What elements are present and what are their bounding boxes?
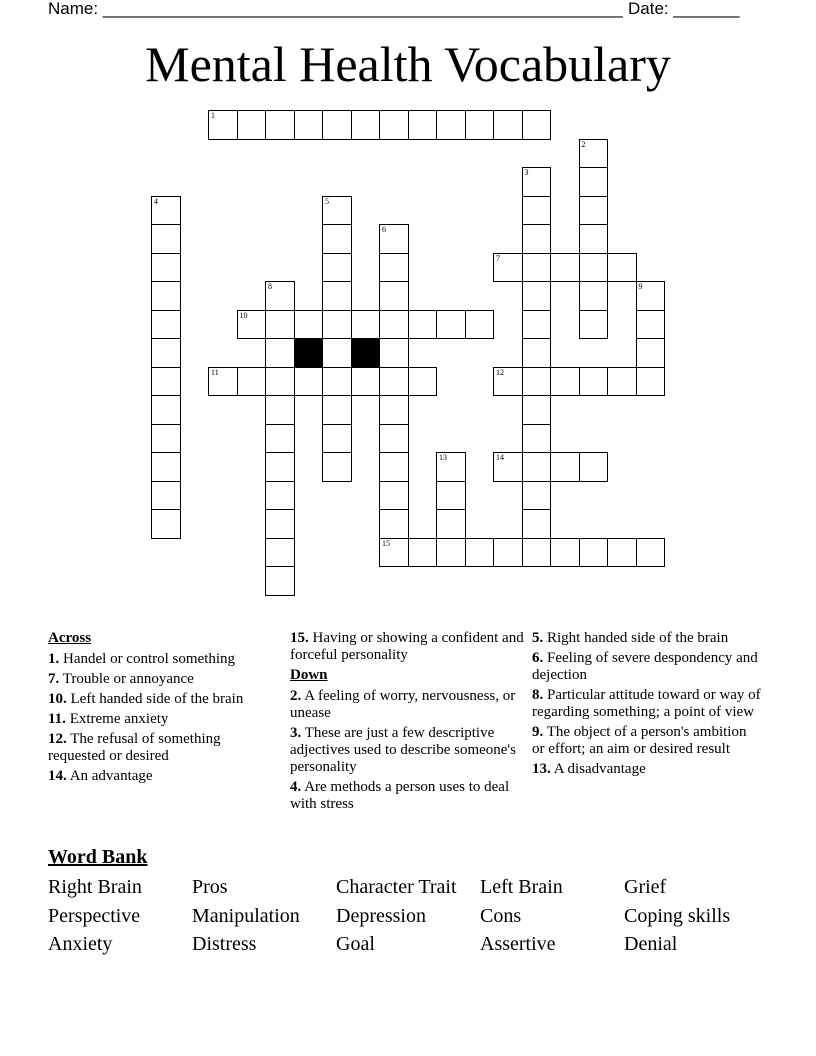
clue-number: 1 (211, 111, 215, 120)
word-bank-item: Character Trait (336, 876, 457, 898)
grid-cell[interactable] (351, 110, 381, 140)
grid-cell[interactable] (550, 538, 580, 568)
clue-number: 7 (496, 253, 500, 263)
grid-cell[interactable] (379, 424, 409, 454)
grid-cell[interactable] (579, 253, 609, 283)
grid-cell[interactable] (579, 281, 609, 311)
word-bank-item: Grief (624, 876, 667, 898)
grid-cell[interactable] (465, 538, 495, 568)
word-bank-item: Depression (336, 904, 426, 927)
across-heading: Across (48, 630, 92, 646)
grid-cell[interactable] (579, 310, 609, 340)
grid-cell[interactable] (265, 452, 295, 482)
clue-across-12: 12. The refusal of something requested or desired (48, 731, 221, 764)
grid-cell[interactable] (550, 253, 580, 283)
grid-cell[interactable] (436, 452, 466, 482)
grid-cell[interactable] (522, 452, 552, 482)
grid-cell[interactable] (493, 367, 523, 397)
grid-cell[interactable] (265, 395, 295, 425)
grid-cell[interactable] (379, 338, 409, 368)
grid-cell[interactable] (579, 139, 609, 169)
clue-number: 3 (524, 168, 529, 177)
grid-cell[interactable] (151, 367, 181, 397)
grid-cell[interactable] (522, 253, 552, 283)
word-bank-heading: Word Bank (48, 846, 148, 868)
grid-cell[interactable] (322, 424, 352, 454)
grid-cell[interactable] (379, 509, 409, 539)
grid-cell[interactable] (408, 538, 438, 568)
clue-number: 6 (382, 225, 386, 234)
word-bank-item: Right Brain (48, 876, 142, 898)
word-bank-item: Left Brain (480, 876, 563, 898)
grid-cell[interactable] (436, 310, 466, 340)
grid-cell[interactable] (579, 167, 609, 197)
grid-cell[interactable] (607, 253, 637, 283)
clue-across-15: 15. Having or showing a confident and forceful personality (290, 630, 524, 663)
grid-cell[interactable] (265, 281, 295, 311)
grid-cell[interactable] (351, 310, 381, 340)
grid-cell[interactable] (522, 538, 552, 568)
grid-cell[interactable] (379, 110, 409, 140)
clue-down-3: 3. These are just a few descriptive adjectives used to describe someone's personality (290, 725, 516, 775)
grid-cell[interactable] (294, 110, 324, 140)
grid-cell[interactable] (237, 367, 267, 397)
clue-number: 10 (239, 310, 248, 320)
grid-cell[interactable] (151, 481, 181, 511)
grid-cell[interactable] (265, 481, 295, 511)
grid-cell[interactable] (294, 310, 324, 340)
clue-number: 11 (211, 367, 219, 377)
clues-column-1 (48, 630, 273, 788)
clue-number: 8 (268, 282, 272, 291)
grid-cell[interactable] (579, 452, 609, 482)
clue-across-10: 10. Left handed side of the brain (48, 691, 244, 707)
grid-cell[interactable] (408, 110, 438, 140)
clue-across-1: 1. Handel or control something (48, 651, 236, 667)
clue-across-11: 11. Extreme anxiety (48, 711, 169, 727)
grid-cell[interactable] (322, 310, 352, 340)
clue-down-13: 13. A disadvantage (532, 761, 646, 777)
clue-number: 5 (325, 196, 329, 206)
grid-cell[interactable] (151, 310, 181, 340)
name-field[interactable]: Name: _______________________________________________________ (48, 0, 623, 18)
grid-cell[interactable] (436, 110, 466, 140)
grid-cell[interactable] (322, 367, 352, 397)
grid-cell[interactable] (151, 224, 181, 254)
grid-cell[interactable] (265, 310, 295, 340)
grid-cell[interactable] (151, 281, 181, 311)
grid-cell[interactable] (208, 367, 238, 397)
grid-cell[interactable] (265, 566, 295, 596)
grid-cell[interactable] (151, 509, 181, 539)
clue-down-9: 9. The object of a person's ambition or effort; an aim or desired result (532, 724, 747, 757)
clue-down-8: 8. Particular attitude toward or way of regarding something; a point of view (532, 687, 761, 720)
word-bank-item: Pros (192, 876, 228, 898)
grid-cell[interactable] (322, 196, 352, 226)
word-bank-item: Distress (192, 933, 257, 955)
grid-cell[interactable] (151, 338, 181, 368)
clues-column-3 (532, 630, 762, 781)
grid-cell[interactable] (522, 110, 552, 140)
grid-cell[interactable] (607, 538, 637, 568)
grid-cell[interactable] (522, 424, 552, 454)
grid-cell[interactable] (550, 452, 580, 482)
word-bank-item: Anxiety (48, 933, 113, 955)
word-bank-item: Perspective (48, 904, 141, 927)
grid-cell[interactable] (379, 538, 409, 568)
grid-cell[interactable] (579, 538, 609, 568)
grid-block (294, 338, 324, 368)
clue-number: 12 (496, 367, 504, 377)
clue-number: 2 (581, 139, 586, 149)
clue-number: 4 (154, 196, 158, 206)
grid-cell[interactable] (379, 310, 409, 340)
grid-cell[interactable] (322, 253, 352, 283)
grid-cell[interactable] (522, 224, 552, 254)
grid-cell[interactable] (522, 196, 552, 226)
grid-cell[interactable] (636, 281, 666, 311)
grid-cell[interactable] (550, 367, 580, 397)
grid-cell[interactable] (408, 367, 438, 397)
grid-cell[interactable] (522, 167, 552, 197)
grid-cell[interactable] (379, 395, 409, 425)
grid-cell[interactable] (522, 281, 552, 311)
grid-cell[interactable] (493, 110, 523, 140)
grid-cell[interactable] (265, 424, 295, 454)
grid-cell[interactable] (636, 338, 666, 368)
grid-cell[interactable] (579, 196, 609, 226)
grid-cell[interactable] (522, 310, 552, 340)
grid-block (351, 338, 381, 368)
grid-cell[interactable] (493, 538, 523, 568)
grid-cell[interactable] (493, 253, 523, 283)
grid-cell[interactable] (436, 538, 466, 568)
down-heading: Down (290, 667, 328, 683)
word-bank-item: Coping skills (624, 904, 731, 927)
grid-cell[interactable] (208, 110, 238, 140)
grid-cell[interactable] (265, 509, 295, 539)
grid-cell[interactable] (379, 452, 409, 482)
grid-cell[interactable] (322, 395, 352, 425)
clue-down-5: 5. Right handed side of the brain (532, 630, 729, 646)
grid-cell[interactable] (636, 367, 666, 397)
grid-cell[interactable] (265, 338, 295, 368)
grid-cell[interactable] (379, 253, 409, 283)
grid-cell[interactable] (379, 281, 409, 311)
grid-cell[interactable] (522, 338, 552, 368)
grid-cell[interactable] (522, 481, 552, 511)
clues-column-2 (290, 630, 525, 816)
clue-number: 13 (439, 453, 447, 462)
clue-down-4: 4. Are methods a person uses to deal with stress (290, 779, 510, 812)
clue-across-7: 7. Trouble or annoyance (48, 671, 194, 687)
clue-down-2: 2. A feeling of worry, nervousness, or unease (290, 688, 516, 721)
clue-down-6: 6. Feeling of severe despondency and dejection (532, 650, 758, 683)
clue-number: 14 (496, 453, 504, 462)
grid-cell[interactable] (151, 424, 181, 454)
grid-cell[interactable] (465, 310, 495, 340)
grid-cell[interactable] (151, 253, 181, 283)
grid-cell[interactable] (465, 110, 495, 140)
grid-cell[interactable] (265, 538, 295, 568)
word-bank-item: Assertive (480, 933, 556, 955)
clue-across-14: 14. An advantage (48, 768, 153, 784)
grid-cell[interactable] (265, 367, 295, 397)
grid-cell[interactable] (237, 110, 267, 140)
grid-cell[interactable] (379, 224, 409, 254)
grid-cell[interactable] (636, 310, 666, 340)
grid-cell[interactable] (522, 509, 552, 539)
grid-cell[interactable] (579, 224, 609, 254)
grid-cell[interactable] (151, 196, 181, 226)
date-field[interactable]: Date: _______ (628, 0, 740, 18)
clue-number: 9 (638, 282, 643, 291)
grid-cell[interactable] (322, 224, 352, 254)
page-title: Mental Health Vocabulary (145, 36, 671, 92)
clue-number: 15 (382, 538, 390, 548)
grid-cell[interactable] (265, 110, 295, 140)
grid-cell[interactable] (351, 367, 381, 397)
grid-cell[interactable] (493, 452, 523, 482)
grid-cell[interactable] (151, 395, 181, 425)
grid-cell[interactable] (522, 395, 552, 425)
grid-cell[interactable] (322, 338, 352, 368)
grid-cell[interactable] (322, 110, 352, 140)
grid-cell[interactable] (322, 281, 352, 311)
grid-cell[interactable] (636, 538, 666, 568)
grid-cell[interactable] (522, 367, 552, 397)
grid-cell[interactable] (237, 310, 267, 340)
grid-cell[interactable] (408, 310, 438, 340)
word-bank-item: Cons (480, 904, 522, 927)
grid-cell[interactable] (294, 367, 324, 397)
word-bank-item: Denial (624, 933, 678, 955)
grid-cell[interactable] (607, 367, 637, 397)
grid-cell[interactable] (322, 452, 352, 482)
word-bank-item: Manipulation (192, 904, 300, 927)
grid-cell[interactable] (436, 509, 466, 539)
grid-cell[interactable] (379, 481, 409, 511)
word-bank-item: Goal (336, 933, 375, 955)
grid-cell[interactable] (436, 481, 466, 511)
grid-cell[interactable] (579, 367, 609, 397)
grid-cell[interactable] (379, 367, 409, 397)
grid-cell[interactable] (151, 452, 181, 482)
